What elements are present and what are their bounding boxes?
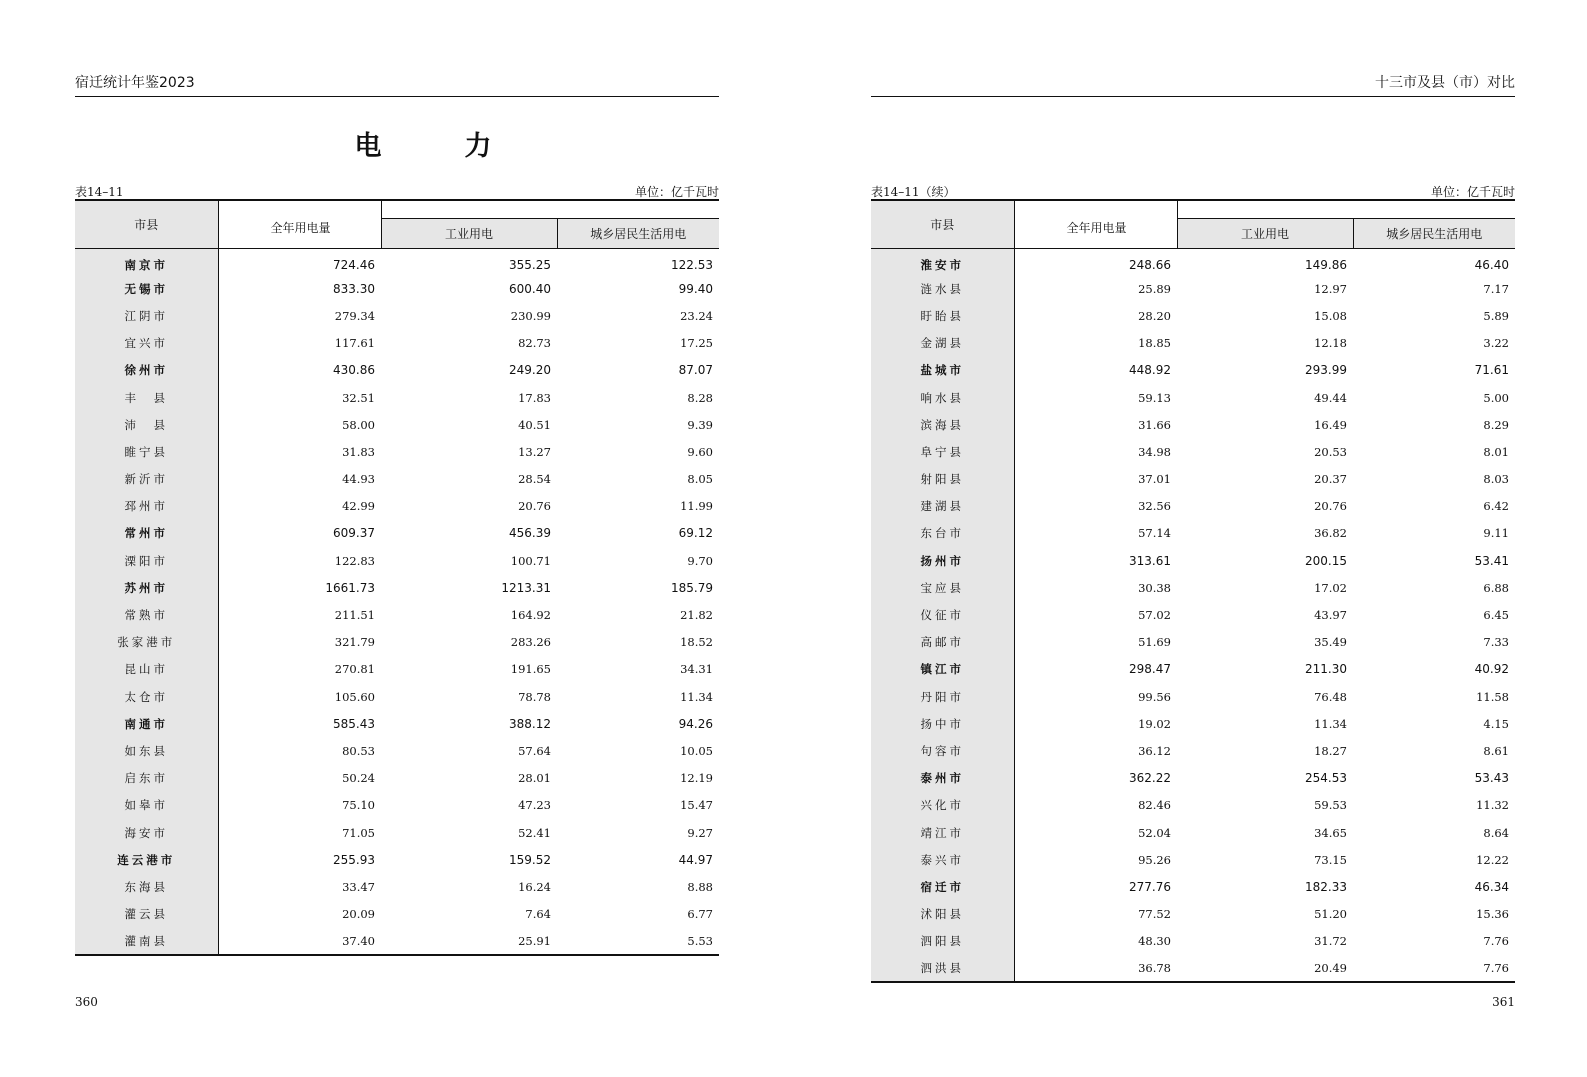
row-total-cell: 30.38	[1138, 580, 1171, 595]
row-industry-cell: 293.99	[1305, 363, 1347, 378]
unit-label-right: 单位：亿千瓦时	[1430, 185, 1515, 199]
row-resident-cell: 53.43	[1474, 771, 1509, 786]
row-industry-cell: 12.18	[1314, 336, 1347, 351]
row-resident-cell: 9.70	[687, 553, 713, 568]
row-name-cell: 扬州市	[871, 547, 1014, 574]
table-row	[871, 275, 1515, 302]
row-total-cell: 95.26	[1138, 852, 1171, 867]
row-name-cell: 丹阳市	[871, 683, 1014, 710]
row-name-cell: 丰 县	[75, 384, 218, 411]
row-resident-cell: 11.99	[680, 499, 713, 514]
row-industry-cell: 76.48	[1314, 689, 1347, 704]
table-row	[871, 710, 1515, 737]
table-body-right	[871, 248, 1515, 982]
row-industry-cell: 47.23	[518, 798, 551, 813]
row-total-cell: 80.53	[342, 743, 375, 758]
row-total-cell: 25.89	[1138, 281, 1171, 296]
row-name-cell: 睢宁县	[75, 438, 218, 465]
row-industry-cell: 100.71	[510, 553, 551, 568]
row-industry-cell: 82.73	[518, 336, 551, 351]
table-row	[871, 357, 1515, 384]
row-resident-cell: 8.01	[1483, 444, 1509, 459]
row-industry-cell: 34.65	[1314, 825, 1347, 840]
table-row	[871, 302, 1515, 329]
row-total-cell: 99.56	[1138, 689, 1171, 704]
row-name-cell: 响水县	[871, 384, 1014, 411]
row-total-cell: 31.66	[1138, 417, 1171, 432]
row-total-cell: 32.51	[342, 390, 375, 405]
row-total-cell: 1661.73	[325, 580, 375, 595]
row-industry-cell: 7.64	[525, 907, 551, 922]
row-resident-cell: 15.47	[680, 798, 713, 813]
row-resident-cell: 17.25	[680, 336, 713, 351]
row-name-cell: 宝应县	[871, 574, 1014, 601]
row-name-cell: 盱眙县	[871, 302, 1014, 329]
table-row	[871, 819, 1515, 846]
row-industry-cell: 20.76	[1314, 499, 1347, 514]
table-row	[871, 792, 1515, 819]
row-total-cell: 448.92	[1129, 363, 1171, 378]
row-industry-cell: 59.53	[1314, 798, 1347, 813]
row-resident-cell: 69.12	[678, 526, 713, 541]
row-resident-cell: 8.03	[1483, 472, 1509, 487]
row-resident-cell: 11.32	[1476, 798, 1509, 813]
table-row	[871, 330, 1515, 357]
row-industry-cell: 40.51	[518, 417, 551, 432]
row-industry-cell: 20.76	[518, 499, 551, 514]
row-industry-cell: 1213.31	[501, 580, 551, 595]
row-resident-cell: 9.11	[1483, 526, 1509, 541]
row-resident-cell: 8.28	[687, 390, 713, 405]
row-resident-cell: 46.40	[1474, 257, 1509, 272]
page-number-right: 361	[1492, 995, 1515, 1009]
row-name-cell: 仪征市	[871, 601, 1014, 628]
electricity-table-left	[75, 199, 719, 956]
row-resident-cell: 6.88	[1483, 580, 1509, 595]
table-row	[75, 493, 719, 520]
table-row	[871, 574, 1515, 601]
row-total-cell: 48.30	[1138, 934, 1171, 949]
table-row	[75, 819, 719, 846]
row-resident-cell: 5.53	[687, 933, 713, 948]
row-total-cell: 31.83	[342, 444, 375, 459]
table-row	[871, 765, 1515, 792]
row-industry-cell: 17.02	[1314, 580, 1347, 595]
row-resident-cell: 8.64	[1483, 825, 1509, 840]
header-name: 市县	[871, 200, 1014, 248]
row-resident-cell: 99.40	[678, 281, 713, 296]
row-total-cell: 248.66	[1129, 257, 1171, 272]
row-total-cell: 32.56	[1138, 499, 1171, 514]
row-industry-cell: 249.20	[509, 363, 551, 378]
row-resident-cell: 11.34	[680, 689, 713, 704]
row-industry-cell: 15.08	[1314, 308, 1347, 323]
row-industry-cell: 73.15	[1314, 852, 1347, 867]
row-resident-cell: 40.92	[1474, 662, 1509, 677]
table-row	[75, 438, 719, 465]
row-name-cell: 连云港市	[75, 846, 218, 873]
row-resident-cell: 7.76	[1483, 960, 1509, 975]
table-row	[75, 275, 719, 302]
row-industry-cell: 36.82	[1314, 526, 1347, 541]
row-name-cell: 张家港市	[75, 629, 218, 656]
row-name-cell: 宜兴市	[75, 330, 218, 357]
row-industry-cell: 20.49	[1314, 960, 1347, 975]
row-name-cell: 太仓市	[75, 683, 218, 710]
row-name-cell: 泰兴市	[871, 846, 1014, 873]
row-industry-cell: 28.54	[518, 472, 551, 487]
header-industry: 工业用电	[1177, 218, 1353, 248]
row-resident-cell: 9.60	[687, 444, 713, 459]
row-resident-cell: 7.76	[1483, 934, 1509, 949]
table-row	[75, 629, 719, 656]
row-industry-cell: 78.78	[518, 689, 551, 704]
row-total-cell: 44.93	[342, 472, 375, 487]
table-row	[871, 411, 1515, 438]
row-total-cell: 430.86	[333, 363, 375, 378]
row-resident-cell: 34.31	[680, 662, 713, 677]
table-row	[871, 737, 1515, 764]
row-name-cell: 东海县	[75, 873, 218, 900]
row-industry-cell: 191.65	[510, 662, 551, 677]
row-total-cell: 19.02	[1138, 716, 1171, 731]
row-name-cell: 泰州市	[871, 765, 1014, 792]
row-name-cell: 淮安市	[871, 248, 1014, 275]
row-total-cell: 50.24	[342, 771, 375, 786]
row-total-cell: 313.61	[1129, 553, 1171, 568]
table-row	[75, 928, 719, 955]
row-name-cell: 镇江市	[871, 656, 1014, 683]
row-name-cell: 金湖县	[871, 330, 1014, 357]
row-resident-cell: 4.15	[1483, 716, 1509, 731]
row-total-cell: 36.78	[1138, 960, 1171, 975]
row-resident-cell: 6.45	[1483, 608, 1509, 623]
running-head-right: 十三市及县（市）对比	[871, 73, 1515, 97]
row-industry-cell: 230.99	[510, 308, 551, 323]
header-total: 全年用电量	[1014, 200, 1177, 248]
row-total-cell: 57.02	[1138, 608, 1171, 623]
header-spacer	[381, 200, 719, 218]
row-name-cell: 建湖县	[871, 493, 1014, 520]
row-resident-cell: 15.36	[1476, 907, 1509, 922]
table-row	[871, 438, 1515, 465]
table-row	[871, 683, 1515, 710]
row-total-cell: 18.85	[1138, 336, 1171, 351]
row-name-cell: 溧阳市	[75, 547, 218, 574]
row-total-cell: 59.13	[1138, 390, 1171, 405]
table-row	[75, 520, 719, 547]
row-total-cell: 77.52	[1138, 907, 1171, 922]
table-row	[75, 466, 719, 493]
row-industry-cell: 600.40	[509, 281, 551, 296]
row-name-cell: 灌云县	[75, 901, 218, 928]
row-total-cell: 37.40	[342, 933, 375, 948]
row-name-cell: 启东市	[75, 765, 218, 792]
row-total-cell: 585.43	[333, 716, 375, 731]
row-industry-cell: 49.44	[1314, 390, 1347, 405]
row-name-cell: 射阳县	[871, 466, 1014, 493]
table-row	[75, 846, 719, 873]
row-total-cell: 279.34	[334, 308, 375, 323]
row-resident-cell: 7.33	[1483, 635, 1509, 650]
table-number-left: 表14–11	[75, 185, 124, 199]
header-spacer	[1177, 200, 1515, 218]
header-resident: 城乡居民生活用电	[1353, 218, 1515, 248]
row-resident-cell: 44.97	[678, 852, 713, 867]
row-total-cell: 609.37	[333, 526, 375, 541]
row-name-cell: 句容市	[871, 737, 1014, 764]
row-industry-cell: 456.39	[509, 526, 551, 541]
row-industry-cell: 52.41	[518, 825, 551, 840]
row-total-cell: 724.46	[333, 257, 375, 272]
row-industry-cell: 51.20	[1314, 907, 1347, 922]
row-total-cell: 20.09	[342, 907, 375, 922]
header-total: 全年用电量	[218, 200, 381, 248]
row-industry-cell: 159.52	[509, 852, 551, 867]
row-total-cell: 211.51	[334, 608, 375, 623]
table-row	[871, 873, 1515, 900]
row-resident-cell: 6.77	[687, 907, 713, 922]
row-name-cell: 常熟市	[75, 601, 218, 628]
row-resident-cell: 5.00	[1483, 390, 1509, 405]
row-name-cell: 靖江市	[871, 819, 1014, 846]
header-name: 市县	[75, 200, 218, 248]
row-total-cell: 82.46	[1138, 798, 1171, 813]
row-name-cell: 阜宁县	[871, 438, 1014, 465]
row-industry-cell: 43.97	[1314, 608, 1347, 623]
table-row	[871, 928, 1515, 955]
unit-label-left: 单位：亿千瓦时	[634, 185, 719, 199]
table-row	[75, 683, 719, 710]
row-industry-cell: 17.83	[518, 390, 551, 405]
row-total-cell: 37.01	[1138, 472, 1171, 487]
row-name-cell: 海安市	[75, 819, 218, 846]
row-name-cell: 泗洪县	[871, 955, 1014, 982]
row-total-cell: 58.00	[342, 417, 375, 432]
row-name-cell: 常州市	[75, 520, 218, 547]
row-name-cell: 盐城市	[871, 357, 1014, 384]
row-industry-cell: 31.72	[1314, 934, 1347, 949]
row-industry-cell: 182.33	[1305, 879, 1347, 894]
left-page	[75, 0, 719, 1077]
row-resident-cell: 3.22	[1483, 336, 1509, 351]
row-resident-cell: 10.05	[680, 743, 713, 758]
row-resident-cell: 18.52	[680, 635, 713, 650]
right-page	[871, 0, 1515, 1077]
table-body-left	[75, 248, 719, 955]
row-resident-cell: 6.42	[1483, 499, 1509, 514]
row-total-cell: 33.47	[342, 879, 375, 894]
row-name-cell: 南通市	[75, 710, 218, 737]
table-row	[871, 520, 1515, 547]
table-row	[75, 357, 719, 384]
row-total-cell: 51.69	[1138, 635, 1171, 650]
table-row	[75, 601, 719, 628]
row-resident-cell: 71.61	[1474, 363, 1509, 378]
row-resident-cell: 23.24	[680, 308, 713, 323]
row-name-cell: 宿迁市	[871, 873, 1014, 900]
table-row	[871, 601, 1515, 628]
table-row	[75, 248, 719, 275]
header-resident: 城乡居民生活用电	[557, 218, 719, 248]
row-name-cell: 南京市	[75, 248, 218, 275]
table-row	[871, 493, 1515, 520]
table-row	[75, 574, 719, 601]
row-name-cell: 新沂市	[75, 466, 218, 493]
row-total-cell: 122.83	[334, 553, 375, 568]
row-name-cell: 沭阳县	[871, 901, 1014, 928]
row-industry-cell: 12.97	[1314, 281, 1347, 296]
row-name-cell: 泗阳县	[871, 928, 1014, 955]
row-name-cell: 兴化市	[871, 792, 1014, 819]
row-total-cell: 75.10	[342, 798, 375, 813]
row-total-cell: 255.93	[333, 852, 375, 867]
page-title: 电 力	[354, 131, 520, 162]
row-industry-cell: 35.49	[1314, 635, 1347, 650]
header-industry: 工业用电	[381, 218, 557, 248]
table-row	[75, 710, 719, 737]
table-number-right: 表14–11（续）	[871, 185, 956, 199]
row-resident-cell: 5.89	[1483, 308, 1509, 323]
row-resident-cell: 21.82	[680, 608, 713, 623]
row-industry-cell: 200.15	[1305, 553, 1347, 568]
row-industry-cell: 20.53	[1314, 444, 1347, 459]
row-resident-cell: 8.29	[1483, 417, 1509, 432]
row-resident-cell: 53.41	[1474, 553, 1509, 568]
electricity-table-right	[871, 199, 1515, 983]
row-name-cell: 邳州市	[75, 493, 218, 520]
page-number-left: 360	[75, 995, 98, 1009]
row-name-cell: 高邮市	[871, 629, 1014, 656]
row-industry-cell: 211.30	[1305, 662, 1347, 677]
table-row	[871, 629, 1515, 656]
row-name-cell: 徐州市	[75, 357, 218, 384]
table-row	[75, 873, 719, 900]
table-row	[871, 384, 1515, 411]
row-industry-cell: 355.25	[509, 257, 551, 272]
row-name-cell: 灌南县	[75, 928, 218, 955]
row-industry-cell: 11.34	[1314, 716, 1347, 731]
row-resident-cell: 9.39	[687, 417, 713, 432]
row-name-cell: 江阴市	[75, 302, 218, 329]
table-row	[75, 411, 719, 438]
row-resident-cell: 8.05	[687, 472, 713, 487]
row-total-cell: 105.60	[334, 689, 375, 704]
table-row	[75, 384, 719, 411]
row-name-cell: 如皋市	[75, 792, 218, 819]
row-total-cell: 71.05	[342, 825, 375, 840]
row-total-cell: 362.22	[1129, 771, 1171, 786]
row-industry-cell: 57.64	[518, 743, 551, 758]
table-row	[871, 466, 1515, 493]
row-resident-cell: 185.79	[671, 580, 713, 595]
table-row	[75, 901, 719, 928]
row-total-cell: 28.20	[1138, 308, 1171, 323]
row-name-cell: 滨海县	[871, 411, 1014, 438]
table-row	[75, 547, 719, 574]
row-resident-cell: 11.58	[1476, 689, 1509, 704]
row-name-cell: 无锡市	[75, 275, 218, 302]
table-row	[871, 955, 1515, 982]
row-industry-cell: 20.37	[1314, 472, 1347, 487]
table-row	[871, 656, 1515, 683]
row-total-cell: 34.98	[1138, 444, 1171, 459]
row-industry-cell: 149.86	[1305, 257, 1347, 272]
row-total-cell: 117.61	[334, 336, 375, 351]
row-industry-cell: 25.91	[518, 933, 551, 948]
row-total-cell: 833.30	[333, 281, 375, 296]
row-industry-cell: 254.53	[1305, 771, 1347, 786]
row-total-cell: 42.99	[342, 499, 375, 514]
row-industry-cell: 18.27	[1314, 743, 1347, 758]
row-industry-cell: 164.92	[510, 608, 551, 623]
row-resident-cell: 9.27	[687, 825, 713, 840]
row-name-cell: 沛 县	[75, 411, 218, 438]
row-resident-cell: 46.34	[1474, 879, 1509, 894]
row-total-cell: 52.04	[1138, 825, 1171, 840]
row-total-cell: 321.79	[334, 635, 375, 650]
row-resident-cell: 122.53	[671, 257, 713, 272]
table-row	[75, 737, 719, 764]
row-name-cell: 涟水县	[871, 275, 1014, 302]
row-total-cell: 270.81	[334, 662, 375, 677]
row-total-cell: 298.47	[1129, 662, 1171, 677]
row-industry-cell: 16.24	[518, 879, 551, 894]
table-row	[871, 901, 1515, 928]
table-row	[75, 765, 719, 792]
table-row	[75, 302, 719, 329]
table-row	[871, 547, 1515, 574]
row-industry-cell: 283.26	[510, 635, 551, 650]
row-resident-cell: 12.19	[680, 771, 713, 786]
table-row	[871, 248, 1515, 275]
row-resident-cell: 7.17	[1483, 281, 1509, 296]
row-total-cell: 36.12	[1138, 743, 1171, 758]
row-industry-cell: 388.12	[509, 716, 551, 731]
table-row	[75, 792, 719, 819]
table-row	[75, 330, 719, 357]
row-resident-cell: 94.26	[678, 716, 713, 731]
row-resident-cell: 12.22	[1476, 852, 1509, 867]
row-name-cell: 东台市	[871, 520, 1014, 547]
row-total-cell: 277.76	[1129, 879, 1171, 894]
row-resident-cell: 87.07	[678, 363, 713, 378]
table-row	[75, 656, 719, 683]
row-resident-cell: 8.61	[1483, 743, 1509, 758]
running-head-left: 宿迁统计年鉴2023	[75, 73, 719, 97]
table-meta-right	[871, 183, 1515, 199]
row-industry-cell: 16.49	[1314, 417, 1347, 432]
row-industry-cell: 28.01	[518, 771, 551, 786]
row-name-cell: 苏州市	[75, 574, 218, 601]
row-name-cell: 如东县	[75, 737, 218, 764]
row-resident-cell: 8.88	[687, 879, 713, 894]
row-total-cell: 57.14	[1138, 526, 1171, 541]
table-meta-left	[75, 183, 719, 199]
row-industry-cell: 13.27	[518, 444, 551, 459]
row-name-cell: 昆山市	[75, 656, 218, 683]
table-row	[871, 846, 1515, 873]
row-name-cell: 扬中市	[871, 710, 1014, 737]
